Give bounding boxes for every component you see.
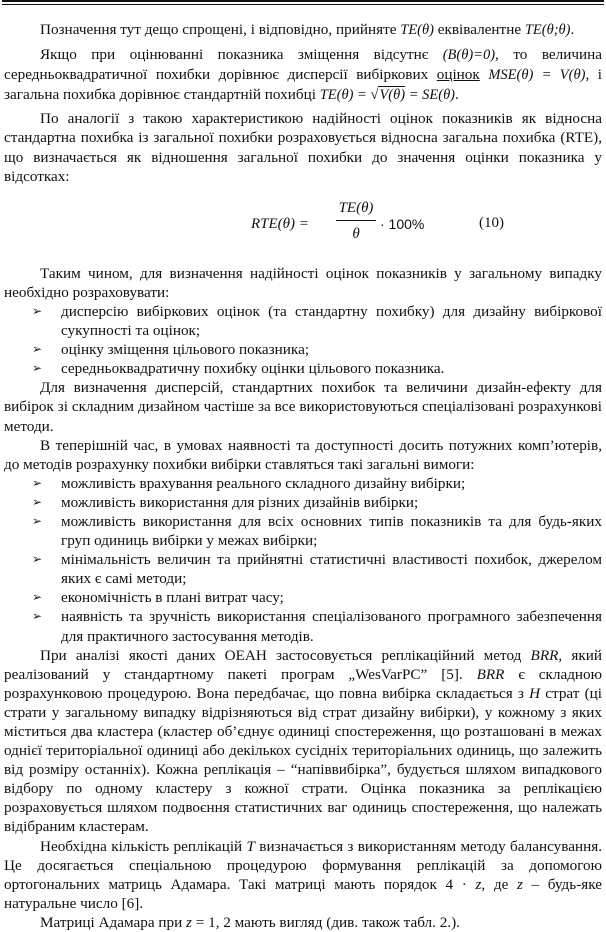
paragraph-summary: Таким чином, для визначення надійності оцінок показників у загальному випадку необхідно розраховувати: [4,264,602,301]
paragraph-methods: Для визначення дисперсій, стандартних похибок та величини дизайн-ефекту для вибірок зі складним дизайном частіше за все використовуються спеціалізовані розрахункові методи. [4,379,602,435]
paragraph-brr [4,646,602,837]
text: При аналізі якості даних ОЕАН застосовується реплікаційний метод [40,646,531,664]
list-item-text: середньоквадратичну похибку оцінки цільового показника. [61,360,445,378]
paragraph-requirements: В теперішній час, в умовах наявності та доступності досить потужних комп’ютерів, до методів розрахунку похибки вибірки ставляться такі загальні вимоги: [4,436,602,473]
text: Необхідна кількість реплікацій [40,837,247,855]
arrow-bullet-icon: ➢ [32,513,43,528]
math-text: = SE(θ) [405,87,456,104]
list-item [4,302,602,340]
text: . [455,86,459,104]
math-var-h: H [529,684,541,702]
header-rule-thick [2,0,604,2]
paragraph-bias [4,45,602,105]
paragraph-hadamard [4,913,602,932]
text: еквівалентне [433,21,525,38]
text: Якщо при оцінюванні показника зміщення відсутнє [40,46,443,64]
list-item-text: можливість використання для всіх основних типів показників та для будь-яких груп одиниць вибірки у межах вибірки; [61,512,602,550]
text: , і загальна похибка дорівнює стандартній похибці [4,66,603,104]
arrow-bullet-icon: ➢ [32,590,43,605]
requirements-list-2 [4,474,602,646]
math-te-hat-theta [525,22,571,38]
list-item-text: можливість врахування реального складного дизайну вибірки; [61,474,466,492]
paragraph-rte [4,109,602,185]
brr-abbrev: BRR [530,646,559,664]
text: = 1, 2 мають вигляд (див. також табл. 2.). [191,913,460,931]
requirements-list-1 [4,302,602,378]
list-item-text: економічність в плані витрат часу; [61,589,284,607]
list-item [4,512,602,550]
paragraph-replications [4,837,602,913]
text: , що визначається як відношення загальної похибки до значення оцінки показника у відсотках: [4,129,602,185]
list-item-text: мінімальність величин та прийнятні статистичні властивості похибок, джерелом яких є самі методи; [61,551,602,588]
text: страт (ці страти у загальному випадку відрізняються від страт дизайну вибірки), у кожному з яких міститься два кластера (кластер об’єднує одиниці спостереження, що розташовані в межах однієї територіальної одиниці або декількох сусідніх територіальних одиниць, що залежить від розміру останніх). Кожна реплікація – “напіввибірка”, будується шляхом випадкового відбору по одному кластеру з кожної страти. Оцінка показника за реплікацією розраховується шляхом подвоєння статистичних ваг одиниць спостереження, що належать відібраним кластерам. [4,684,602,836]
text: Позначення тут дещо спрощені, і відповідно, прийняте [40,21,401,38]
list-item-text: оцінку зміщення цільового показника; [61,341,310,359]
math-te-sqrt: TE(θ) = √V(θ) = SE(θ) [319,87,456,104]
math-text: TE(θ) = [319,87,371,104]
text: По аналогії з такою характеристикою надійності оцінок показників як відносна стандартна похибка із загальної похибки розраховується відносна загальна похибка [4,110,602,147]
text: , який реалізований у стандартному пакеті програм „WesVarPC” [5]. [4,646,602,683]
list-item [4,493,602,512]
arrow-bullet-icon: ➢ [32,342,43,357]
math-te-hat [400,22,434,38]
text: , то величина середньоквадратичної похибки дорівнює дисперсії вибіркових [4,46,602,84]
math-mse: MSE(θ) = V(θ) [488,67,586,84]
list-item-text: дисперсію вибіркових оцінок (та стандартну похибку) для дизайну вибіркової сукупності та оцінок; [61,302,602,340]
text: , де [481,875,517,893]
paragraph-notation [4,20,602,40]
brr-abbrev: BRR [476,665,505,683]
equation-multiplier: · 100% [380,215,425,232]
list-item [4,588,602,607]
equation-10 [4,194,602,260]
equation-number: (10) [479,214,504,231]
list-item-text: можливість використання для різних дизайнів вибірки; [61,493,419,511]
arrow-bullet-icon: ➢ [32,303,43,318]
math-var-t: T [246,837,255,855]
list-item [4,474,602,493]
text: Матриці Адамара при [40,913,187,931]
text: є складною розрахунковою процедурою. Вона передбачає, що повна вибірка складається з [4,665,602,702]
math-bias-zero: (B(θ)=0) [442,47,496,64]
underlined-text: оцінок [436,66,480,84]
math-var-z: z [516,875,523,893]
arrow-bullet-icon: ➢ [32,494,43,509]
fraction-numerator: TE(θ) [336,198,376,221]
text: визначається з використанням методу балансування. Це досягається спеціальною процедурою формування реплікацій за допомогою ортогональних матриць Адамара. Такі матриці мають порядок 4 · [4,837,602,893]
math-var-z: z [186,913,192,931]
list-item [4,607,602,645]
math-text: TE(θ) [400,22,434,38]
equation-fraction [336,198,376,245]
math-text: TE(θ;θ) [524,22,571,38]
header-rule-thin [2,4,604,5]
text: . [570,21,575,38]
list-item [4,359,602,378]
sqrt-radicand: V(θ) [379,87,406,104]
equation-lhs: RTE(θ) = [251,215,309,232]
document-body [4,14,602,932]
list-item [4,550,602,588]
arrow-bullet-icon: ➢ [32,609,43,624]
rte-abbrev: (RTE) [560,129,599,147]
arrow-bullet-icon: ➢ [32,552,43,567]
fraction-denominator: θ [352,225,360,242]
arrow-bullet-icon: ➢ [32,475,43,490]
text: – будь-яке натуральне число [6]. [4,875,602,912]
list-item [4,340,602,359]
list-item-text: наявність та зручність використання спеціалізованого програмного забезпечення для практичного застосування методів. [61,608,602,645]
math-var-z: z [475,875,482,893]
arrow-bullet-icon: ➢ [32,361,43,376]
